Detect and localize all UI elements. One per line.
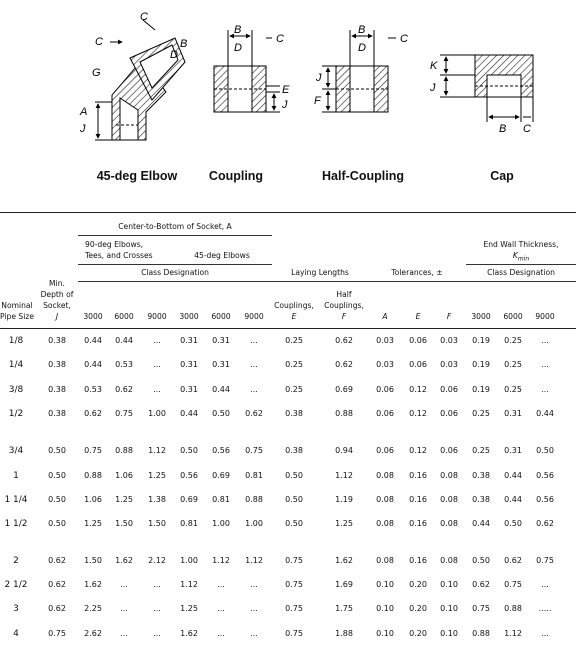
cell-pipe-size: 3 [13,604,19,614]
cell-e45-3000: 0.50 [180,446,198,455]
cell-e: 0.50 [285,495,303,504]
cap-drawing [440,55,533,122]
cell-e45-9000: ... [250,360,258,369]
cell-e45-9000: ... [250,580,258,589]
cell-tol-f: 0.06 [440,385,458,394]
cell-e90-9000: ... [153,360,161,369]
header-center-to-bottom: Center-to-Bottom of Socket, A [118,222,232,231]
cell-k-9000: ... [541,336,549,345]
coupling-label-e: E [282,84,290,96]
header-end-wall-line2 [466,251,576,265]
cell-tol-f: 0.03 [440,360,458,369]
cell-tol-e: 0.06 [409,360,427,369]
cell-j: 0.38 [48,360,66,369]
cell-tol-e: 0.20 [409,604,427,613]
cell-tol-e: 0.12 [409,385,427,394]
header-nominal-line1: Nominal [1,301,33,310]
header-depth-line2: Depth of [40,290,74,299]
cell-e45-6000: 0.69 [212,471,230,480]
cell-f: 1.88 [335,629,353,638]
cell-e: 0.38 [285,409,303,418]
cell-pipe-size: 1/2 [8,409,24,419]
cell-k-3000: 0.19 [472,385,490,394]
table-top-rule [0,212,576,213]
cell-tol-a: 0.10 [376,629,394,638]
cell-e45-9000: 0.81 [245,471,263,480]
col-header-k-6000: 6000 [503,312,523,321]
cell-j: 0.38 [48,409,66,418]
cell-k-9000: 0.56 [536,471,554,480]
cell-k-3000: 0.25 [472,446,490,455]
cell-e90-6000: 1.50 [115,519,133,528]
cell-k-3000: 0.19 [472,360,490,369]
cell-tol-e: 0.16 [409,519,427,528]
half-coupling-label-f: F [314,95,321,107]
cap-label-k: K [430,60,438,72]
cell-e90-3000: 1.25 [84,519,102,528]
rule-elbow-groups [78,264,272,265]
cell-e90-6000: 1.06 [115,471,133,480]
caption-cap: Cap [490,169,514,183]
cell-e90-3000: 2.62 [84,629,102,638]
cell-k-6000: 0.31 [504,409,522,418]
cell-j: 0.62 [48,556,66,565]
cell-tol-a: 0.08 [376,519,394,528]
cell-e45-9000: 1.12 [245,556,263,565]
cell-k-6000: 0.44 [504,471,522,480]
cell-tol-a: 0.03 [376,336,394,345]
cell-tol-f: 0.10 [440,629,458,638]
cell-pipe-size: 2 [13,556,19,566]
cell-e90-3000: 0.44 [84,336,102,345]
cell-pipe-size: 1/4 [8,360,24,370]
half-coupling-label-d: D [358,42,366,54]
cell-k-9000: 0.75 [536,556,554,565]
cap-label-j: J [430,82,436,94]
cell-e45-6000: 1.12 [212,556,230,565]
cell-tol-e: 0.16 [409,471,427,480]
cell-e90-6000: 0.44 [115,336,133,345]
header-half-line3: F [341,312,347,321]
cell-j: 0.62 [48,604,66,613]
cell-e: 0.75 [285,604,303,613]
cell-tol-a: 0.06 [376,446,394,455]
cell-k-9000: 0.56 [536,495,554,504]
rule-laying-lengths [272,281,368,282]
cell-e45-6000: 0.50 [212,409,230,418]
cell-e: 0.75 [285,629,303,638]
cell-tol-f: 0.06 [440,409,458,418]
cell-tol-a: 0.10 [376,604,394,613]
cell-tol-f: 0.10 [440,604,458,613]
cell-tol-e: 0.16 [409,495,427,504]
cell-e45-9000: ... [250,336,258,345]
rule-class-k [466,281,576,282]
cell-tol-f: 0.08 [440,519,458,528]
cell-e45-6000: 1.00 [212,519,230,528]
cell-tol-e: 0.20 [409,580,427,589]
cell-j: 0.62 [48,580,66,589]
header-depth-line4: J [55,312,59,321]
cell-e45-3000: 1.25 [180,604,198,613]
cell-k-3000: 0.25 [472,409,490,418]
cell-e: 0.25 [285,385,303,394]
cell-k-6000: 0.75 [504,580,522,589]
cell-k-6000: 0.25 [504,385,522,394]
cell-f: 1.12 [335,471,353,480]
cell-e45-3000: 1.62 [180,629,198,638]
cell-k-9000: ... [541,580,549,589]
header-class-designation-k: Class Designation [487,268,555,277]
col-header-e90-9000: 9000 [147,312,167,321]
cell-e45-9000: ... [250,604,258,613]
cell-e90-6000: 0.62 [115,385,133,394]
cell-j: 0.75 [48,629,66,638]
cell-e90-9000: 1.50 [148,519,166,528]
cell-e90-3000: 0.62 [84,409,102,418]
cell-k-3000: 0.88 [472,629,490,638]
col-header-tol-a: A [382,312,388,321]
cell-e: 0.25 [285,360,303,369]
cell-e90-9000: 1.25 [148,471,166,480]
elbow-label-b: B [180,38,188,50]
cell-j: 0.50 [48,471,66,480]
cell-k-9000: ... [541,385,549,394]
cell-e45-3000: 0.56 [180,471,198,480]
cell-e90-3000: 0.53 [84,385,102,394]
cell-tol-a: 0.08 [376,495,394,504]
cell-e45-3000: 1.12 [180,580,198,589]
elbow-label-c-top: C [140,11,148,23]
cell-e45-3000: 1.00 [180,556,198,565]
cell-k-6000: 0.62 [504,556,522,565]
cell-e45-3000: 0.31 [180,336,198,345]
coupling-label-j: J [282,99,288,111]
cell-k-3000: 0.19 [472,336,490,345]
header-half-line2: Couplings, [324,301,364,310]
cell-e: 0.38 [285,446,303,455]
cell-e: 0.25 [285,336,303,345]
col-header-e45-3000: 3000 [179,312,199,321]
cell-tol-f: 0.08 [440,471,458,480]
cell-j: 0.50 [48,446,66,455]
rule-tolerances [368,281,466,282]
cell-e90-9000: 1.00 [148,409,166,418]
cell-k-6000: 0.25 [504,360,522,369]
cell-e90-6000: ... [120,580,128,589]
elbow-label-d: D [170,49,178,61]
rule-center-to-bottom [78,235,272,236]
cell-e90-6000: ... [120,629,128,638]
header-couplings-line1: Couplings, [274,301,314,310]
cell-f: 0.94 [335,446,353,455]
cell-e90-3000: 1.06 [84,495,102,504]
cell-e45-3000: 0.31 [180,360,198,369]
cell-k-3000: 0.38 [472,471,490,480]
elbow-label-a: A [80,106,88,118]
cell-e90-3000: 1.50 [84,556,102,565]
coupling-label-c: C [276,33,284,45]
cell-k-6000: 0.50 [504,519,522,528]
cell-pipe-size: 1/8 [8,336,24,346]
cell-e45-6000: 0.44 [212,385,230,394]
cell-e45-9000: 1.00 [245,519,263,528]
cell-tol-a: 0.06 [376,409,394,418]
cell-j: 0.50 [48,495,66,504]
cell-f: 0.62 [335,360,353,369]
cell-k-3000: 0.75 [472,604,490,613]
cell-e: 0.50 [285,519,303,528]
cell-e45-6000: ... [217,629,225,638]
caption-half-coupling: Half-Coupling [322,169,404,183]
cell-f: 0.69 [335,385,353,394]
col-header-e45-9000: 9000 [244,312,264,321]
cell-k-6000: 0.31 [504,446,522,455]
cell-e45-9000: ... [250,385,258,394]
header-end-wall-min: min [517,255,530,263]
cell-e90-6000: 0.88 [115,446,133,455]
elbow-label-j: J [80,123,86,135]
cell-e90-3000: 0.75 [84,446,102,455]
half-coupling-label-b: B [358,24,366,36]
rule-end-wall [466,264,576,265]
cell-tol-a: 0.10 [376,580,394,589]
cell-tol-e: 0.12 [409,446,427,455]
coupling-drawing [214,30,280,112]
header-bottom-rule [0,328,576,329]
cell-e45-9000: ... [250,629,258,638]
cell-tol-f: 0.08 [440,495,458,504]
cell-tol-f: 0.10 [440,580,458,589]
cell-e45-9000: 0.62 [245,409,263,418]
cell-j: 0.38 [48,336,66,345]
cell-pipe-size: 2 1/2 [4,580,28,590]
cell-e90-6000: ... [120,604,128,613]
caption-coupling: Coupling [208,169,264,183]
col-header-e45-6000: 6000 [211,312,231,321]
header-45deg-elbows: 45-deg Elbows [194,251,250,260]
header-end-wall-line1: End Wall Thickness, [483,240,559,249]
cell-k-6000: 0.88 [504,604,522,613]
cell-e: 0.75 [285,580,303,589]
cell-k-9000: 0.44 [536,409,554,418]
cell-tol-a: 0.08 [376,471,394,480]
cell-j: 0.38 [48,385,66,394]
col-header-k-9000: 9000 [535,312,555,321]
half-coupling-label-c: C [400,33,408,45]
cell-pipe-size: 3/4 [8,446,24,456]
cell-f: 0.88 [335,409,353,418]
cap-label-c: C [523,123,531,135]
coupling-label-d: D [234,42,242,54]
header-depth-line1: Min. [49,279,65,288]
cell-pipe-size: 1 [13,471,19,481]
elbow-label-g: G [92,67,101,79]
cell-k-3000: 0.38 [472,495,490,504]
cell-e45-6000: ... [217,580,225,589]
cell-f: 1.25 [335,519,353,528]
cell-k-9000: 0.50 [536,446,554,455]
cell-tol-f: 0.03 [440,336,458,345]
cell-k-3000: 0.62 [472,580,490,589]
cell-k-6000: 0.44 [504,495,522,504]
cell-tol-e: 0.16 [409,556,427,565]
half-coupling-label-j: J [316,72,322,84]
cell-f: 1.69 [335,580,353,589]
cell-e45-3000: 0.69 [180,495,198,504]
elbow-label-c-left: C [95,36,103,48]
cell-e90-6000: 0.75 [115,409,133,418]
cell-e90-3000: 0.44 [84,360,102,369]
cell-k-6000: 0.25 [504,336,522,345]
cell-e90-9000: ... [153,604,161,613]
cell-e45-6000: 0.81 [212,495,230,504]
cell-e45-6000: 0.31 [212,336,230,345]
header-laying-lengths: Laying Lengths [291,268,349,277]
cell-k-9000: ... [541,629,549,638]
cell-e45-3000: 0.44 [180,409,198,418]
cell-e90-9000: ... [153,580,161,589]
col-header-e90-3000: 3000 [83,312,103,321]
cell-pipe-size: 3/8 [8,385,24,395]
cell-j: 0.50 [48,519,66,528]
cell-tol-e: 0.06 [409,336,427,345]
cell-e90-9000: ... [153,385,161,394]
cell-tol-f: 0.08 [440,556,458,565]
header-90deg-elbows-line2: Tees, and Crosses [85,251,153,260]
col-header-k-3000: 3000 [471,312,491,321]
header-nominal-line2: Pipe Size [0,312,35,321]
cell-e45-3000: 0.31 [180,385,198,394]
cell-tol-f: 0.06 [440,446,458,455]
cell-e90-6000: 0.53 [115,360,133,369]
cell-k-9000: ... [541,360,549,369]
cell-e90-6000: 1.25 [115,495,133,504]
cell-e90-9000: 1.38 [148,495,166,504]
cell-e90-9000: 2.12 [148,556,166,565]
header-class-designation-a: Class Designation [141,268,209,277]
cell-e45-6000: ... [217,604,225,613]
cap-label-b: B [499,123,507,135]
cell-e90-9000: 1.12 [148,446,166,455]
cell-k-9000: 0.62 [536,519,554,528]
cell-e90-3000: 1.62 [84,580,102,589]
header-depth-line3: Socket, [43,301,71,310]
cell-e90-9000: ... [153,336,161,345]
cell-f: 1.75 [335,604,353,613]
rule-class-a [78,281,272,282]
cell-k-3000: 0.50 [472,556,490,565]
cell-f: 1.62 [335,556,353,565]
header-end-wall-k: K [512,251,518,260]
col-header-e90-6000: 6000 [114,312,134,321]
cell-e45-6000: 0.31 [212,360,230,369]
cell-pipe-size: 1 1/2 [4,519,28,529]
caption-45-deg-elbow: 45-deg Elbow [96,169,178,183]
coupling-label-b: B [234,24,242,36]
cell-tol-a: 0.03 [376,360,394,369]
cell-k-3000: 0.44 [472,519,490,528]
cell-pipe-size: 1 1/4 [4,495,28,505]
cell-tol-e: 0.20 [409,629,427,638]
header-tolerances: Tolerances, ± [391,268,443,277]
cell-e45-6000: 0.56 [212,446,230,455]
elbow-45-drawing [95,20,188,140]
cell-k-6000: 1.12 [504,629,522,638]
cell-tol-a: 0.06 [376,385,394,394]
cell-e: 0.75 [285,556,303,565]
cell-e45-3000: 0.81 [180,519,198,528]
cell-e90-3000: 0.88 [84,471,102,480]
cell-pipe-size: 4 [13,629,19,639]
cell-f: 1.19 [335,495,353,504]
cell-e: 0.50 [285,471,303,480]
col-header-tol-f: F [446,312,452,321]
cell-e90-9000: ... [153,629,161,638]
cell-f: 0.62 [335,336,353,345]
cell-e45-9000: 0.88 [245,495,263,504]
cell-e90-3000: 2.25 [84,604,102,613]
header-couplings-line2: E [291,312,297,321]
cell-e90-6000: 1.62 [115,556,133,565]
header-half-line1: Half [336,290,352,299]
col-header-tol-e: E [415,312,421,321]
header-90deg-elbows-line1: 90-deg Elbows, [85,240,144,249]
cell-tol-e: 0.12 [409,409,427,418]
cell-k-9000: ..... [538,604,552,613]
cell-e45-9000: 0.75 [245,446,263,455]
cell-tol-a: 0.08 [376,556,394,565]
